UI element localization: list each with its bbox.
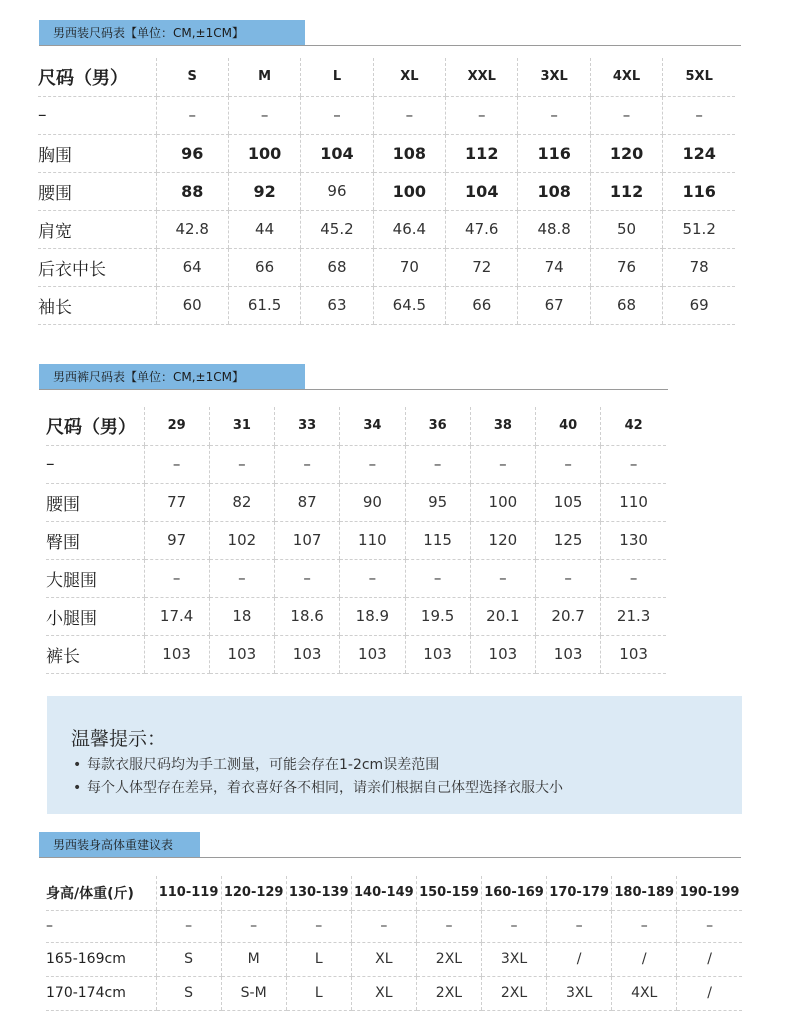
value-cell: 103 (275, 635, 340, 673)
value-cell: L (286, 976, 351, 1010)
value-cell: L (286, 942, 351, 976)
value-cell: – (144, 445, 209, 483)
header-size-cell: 190-199 (677, 876, 742, 910)
value-cell: 104 (446, 172, 518, 210)
value-cell: 47.6 (446, 210, 518, 248)
value-cell: 82 (209, 483, 274, 521)
value-cell: – (601, 445, 666, 483)
table-row (38, 210, 735, 248)
table-row (38, 172, 735, 210)
value-cell: – (663, 96, 735, 134)
row-label-cell: 胸围 (38, 134, 156, 172)
value-cell: 110 (601, 483, 666, 521)
value-cell: 50 (590, 210, 662, 248)
tips-title: 温馨提示： (71, 728, 167, 750)
value-cell: XL (351, 976, 416, 1010)
value-cell: 70 (373, 248, 445, 286)
value-cell: 3XL (481, 942, 546, 976)
value-cell: – (536, 445, 601, 483)
value-cell: 68 (301, 248, 373, 286)
header-size-cell: 140-149 (351, 876, 416, 910)
value-cell: 116 (518, 134, 590, 172)
table-row (38, 248, 735, 286)
value-cell: 67 (518, 286, 590, 324)
value-cell: S-M (221, 976, 286, 1010)
suit-table-rule (39, 45, 741, 46)
value-cell: 92 (228, 172, 300, 210)
value-cell: / (547, 942, 612, 976)
value-cell: 90 (340, 483, 405, 521)
tip-item (73, 754, 439, 774)
value-cell: 112 (590, 172, 662, 210)
height-weight-table-body (46, 876, 742, 1010)
value-cell: – (228, 96, 300, 134)
header-label-cell: 身高/体重(斤) (46, 876, 156, 910)
value-cell: 100 (373, 172, 445, 210)
height-table-title: 男西装身高体重建议表 (39, 832, 200, 858)
suit-table-title: 男西装尺码表【单位：CM,±1CM】 (39, 20, 305, 46)
value-cell: – (518, 96, 590, 134)
header-size-cell: 4XL (590, 58, 662, 96)
bullet-icon: • (73, 780, 82, 796)
value-cell: – (405, 445, 470, 483)
value-cell: 105 (536, 483, 601, 521)
value-cell: 3XL (547, 976, 612, 1010)
value-cell: 102 (209, 521, 274, 559)
value-cell: / (677, 976, 742, 1010)
value-cell: 77 (144, 483, 209, 521)
value-cell: 103 (340, 635, 405, 673)
header-size-cell: 180-189 (612, 876, 677, 910)
value-cell: 103 (601, 635, 666, 673)
value-cell: 51.2 (663, 210, 735, 248)
row-label-cell: 臀围 (46, 521, 144, 559)
header-size-cell: L (301, 58, 373, 96)
header-size-cell: XL (373, 58, 445, 96)
value-cell: 103 (470, 635, 535, 673)
header-label-cell: 尺码（男） (46, 407, 144, 445)
bullet-icon: • (73, 757, 82, 773)
row-label-cell: 袖长 (38, 286, 156, 324)
value-cell: 76 (590, 248, 662, 286)
value-cell: 2XL (481, 976, 546, 1010)
value-cell: – (601, 559, 666, 597)
row-label-cell: 170-174cm (46, 976, 156, 1010)
value-cell: – (612, 910, 677, 942)
value-cell: 18.9 (340, 597, 405, 635)
value-cell: 66 (228, 248, 300, 286)
tips-panel (47, 696, 742, 814)
value-cell: – (144, 559, 209, 597)
value-cell: – (156, 96, 228, 134)
table-row (46, 521, 666, 559)
pants-size-table (46, 407, 666, 674)
value-cell: – (286, 910, 351, 942)
pants-table-title: 男西裤尺码表【单位：CM,±1CM】 (39, 364, 305, 390)
header-size-cell: 34 (340, 407, 405, 445)
table-header-row (46, 407, 666, 445)
value-cell: 96 (301, 172, 373, 210)
pants-table-rule (39, 389, 668, 390)
value-cell: 42.8 (156, 210, 228, 248)
value-cell: 108 (518, 172, 590, 210)
header-size-cell: 36 (405, 407, 470, 445)
value-cell: 95 (405, 483, 470, 521)
value-cell: 96 (156, 134, 228, 172)
value-cell: – (470, 559, 535, 597)
value-cell: S (156, 942, 221, 976)
table-row (46, 597, 666, 635)
table-row (46, 910, 742, 942)
value-cell: 68 (590, 286, 662, 324)
value-cell: 88 (156, 172, 228, 210)
value-cell: 124 (663, 134, 735, 172)
header-size-cell: 170-179 (547, 876, 612, 910)
value-cell: 110 (340, 521, 405, 559)
value-cell: – (416, 910, 481, 942)
header-size-cell: 160-169 (481, 876, 546, 910)
value-cell: 115 (405, 521, 470, 559)
tip-item (73, 777, 563, 797)
row-label-cell: 裤长 (46, 635, 144, 673)
value-cell: – (536, 559, 601, 597)
value-cell: / (612, 942, 677, 976)
value-cell: – (470, 445, 535, 483)
row-label-cell: – (46, 445, 144, 483)
value-cell: 125 (536, 521, 601, 559)
value-cell: XL (351, 942, 416, 976)
header-size-cell: 150-159 (416, 876, 481, 910)
value-cell: 87 (275, 483, 340, 521)
value-cell: 18 (209, 597, 274, 635)
value-cell: 45.2 (301, 210, 373, 248)
value-cell: – (446, 96, 518, 134)
value-cell: 2XL (416, 942, 481, 976)
header-size-cell: 130-139 (286, 876, 351, 910)
value-cell: – (275, 559, 340, 597)
value-cell: 103 (405, 635, 470, 673)
row-label-cell: 肩宽 (38, 210, 156, 248)
value-cell: 61.5 (228, 286, 300, 324)
header-size-cell: 38 (470, 407, 535, 445)
header-size-cell: 5XL (663, 58, 735, 96)
value-cell: 46.4 (373, 210, 445, 248)
row-label-cell: – (38, 96, 156, 134)
value-cell: 48.8 (518, 210, 590, 248)
height-weight-table (46, 876, 742, 1011)
header-size-cell: 42 (601, 407, 666, 445)
value-cell: 19.5 (405, 597, 470, 635)
tip-text: 每款衣服尺码均为手工测量，可能会存在1-2cm误差范围 (87, 757, 440, 773)
pants-size-table-body (46, 407, 666, 673)
row-label-cell: 165-169cm (46, 942, 156, 976)
header-size-cell: 40 (536, 407, 601, 445)
value-cell: 78 (663, 248, 735, 286)
suit-size-table (38, 58, 735, 325)
value-cell: M (221, 942, 286, 976)
value-cell: – (340, 445, 405, 483)
value-cell: – (405, 559, 470, 597)
value-cell: 108 (373, 134, 445, 172)
value-cell: 97 (144, 521, 209, 559)
value-cell: 120 (590, 134, 662, 172)
value-cell: 107 (275, 521, 340, 559)
value-cell: – (547, 910, 612, 942)
value-cell: – (209, 559, 274, 597)
value-cell: 64 (156, 248, 228, 286)
value-cell: S (156, 976, 221, 1010)
value-cell: 21.3 (601, 597, 666, 635)
header-size-cell: 31 (209, 407, 274, 445)
value-cell: 66 (446, 286, 518, 324)
header-size-cell: 3XL (518, 58, 590, 96)
header-label-cell: 尺码（男） (38, 58, 156, 96)
table-row (46, 635, 666, 673)
table-header-row (46, 876, 742, 910)
row-label-cell: 大腿围 (46, 559, 144, 597)
value-cell: – (275, 445, 340, 483)
header-size-cell: XXL (446, 58, 518, 96)
table-row (46, 483, 666, 521)
value-cell: – (340, 559, 405, 597)
header-size-cell: 33 (275, 407, 340, 445)
value-cell: 103 (209, 635, 274, 673)
value-cell: – (301, 96, 373, 134)
value-cell: – (351, 910, 416, 942)
height-table-rule (39, 857, 741, 858)
value-cell: 120 (470, 521, 535, 559)
value-cell: 4XL (612, 976, 677, 1010)
row-label-cell: 后衣中长 (38, 248, 156, 286)
value-cell: 64.5 (373, 286, 445, 324)
value-cell: 100 (228, 134, 300, 172)
value-cell: 100 (470, 483, 535, 521)
value-cell: 69 (663, 286, 735, 324)
value-cell: 2XL (416, 976, 481, 1010)
value-cell: 20.7 (536, 597, 601, 635)
value-cell: 18.6 (275, 597, 340, 635)
value-cell: 104 (301, 134, 373, 172)
value-cell: 103 (144, 635, 209, 673)
table-row (46, 559, 666, 597)
header-size-cell: 110-119 (156, 876, 221, 910)
table-row (38, 134, 735, 172)
row-label-cell: 腰围 (38, 172, 156, 210)
table-row (46, 942, 742, 976)
value-cell: – (221, 910, 286, 942)
suit-size-table-body (38, 58, 735, 324)
value-cell: 116 (663, 172, 735, 210)
value-cell: 17.4 (144, 597, 209, 635)
value-cell: 72 (446, 248, 518, 286)
value-cell: 60 (156, 286, 228, 324)
value-cell: 103 (536, 635, 601, 673)
value-cell: – (590, 96, 662, 134)
header-size-cell: 120-129 (221, 876, 286, 910)
value-cell: 74 (518, 248, 590, 286)
value-cell: – (677, 910, 742, 942)
value-cell: – (481, 910, 546, 942)
value-cell: 112 (446, 134, 518, 172)
value-cell: 63 (301, 286, 373, 324)
value-cell: – (373, 96, 445, 134)
table-row (38, 96, 735, 134)
value-cell: 44 (228, 210, 300, 248)
row-label-cell: 腰围 (46, 483, 144, 521)
row-label-cell: 小腿围 (46, 597, 144, 635)
tip-text: 每个人体型存在差异，着衣喜好各不相同，请亲们根据自己体型选择衣服大小 (87, 780, 563, 796)
header-size-cell: S (156, 58, 228, 96)
table-row (38, 286, 735, 324)
value-cell: 20.1 (470, 597, 535, 635)
value-cell: – (209, 445, 274, 483)
header-size-cell: 29 (144, 407, 209, 445)
row-label-cell: – (46, 910, 156, 942)
value-cell: / (677, 942, 742, 976)
table-row (46, 445, 666, 483)
value-cell: – (156, 910, 221, 942)
value-cell: 130 (601, 521, 666, 559)
table-header-row (38, 58, 735, 96)
header-size-cell: M (228, 58, 300, 96)
